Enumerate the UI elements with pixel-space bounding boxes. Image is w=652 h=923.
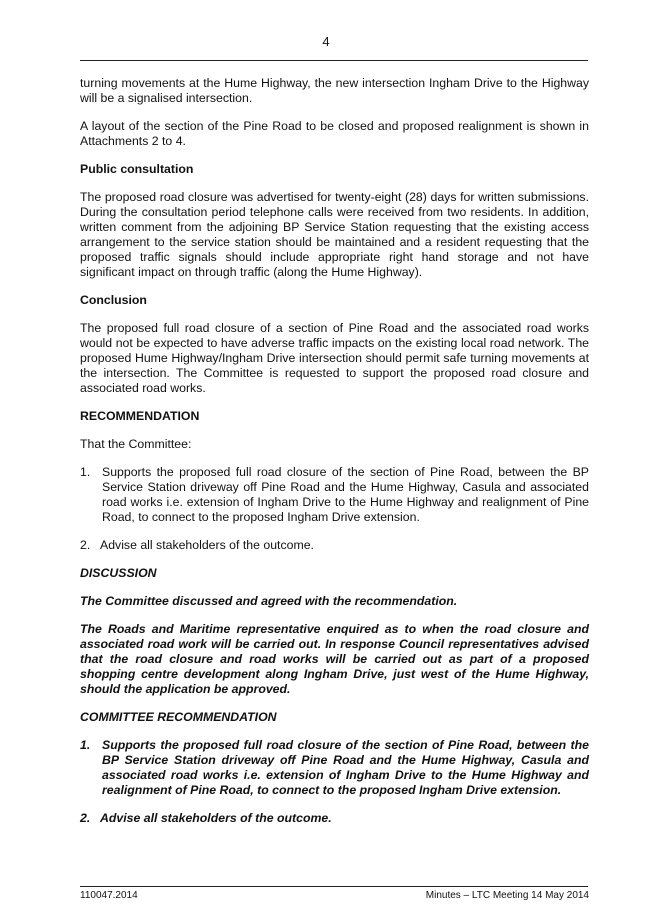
list-item <box>80 465 589 525</box>
footer-divider <box>80 886 588 887</box>
list-item-number: 2. <box>80 811 91 825</box>
footer-document-number: 110047.2014 <box>80 890 138 901</box>
section-heading-conclusion: Conclusion <box>80 293 147 307</box>
list-item-text: Supports the proposed full road closure of the section of Pine Road, between the BP Service Station driveway off Pine Road and the Hume Highway, Casula and associated road works i.e. extension of Ingham Drive to the Hume Highway and realignment of Pine Road, to connect to the proposed Ingham Drive extension. <box>102 738 589 797</box>
section-heading-discussion: DISCUSSION <box>80 566 157 580</box>
list-item <box>80 538 589 553</box>
committee-recommendation-list <box>80 738 589 826</box>
section-heading-public-consultation: Public consultation <box>80 162 194 176</box>
page-number: 4 <box>322 34 330 49</box>
paragraph: The Committee discussed and agreed with the recommendation. <box>80 594 458 608</box>
document-body <box>80 76 589 839</box>
list-item-text: Advise all stakeholders of the outcome. <box>100 538 314 552</box>
section-heading-committee-recommendation: COMMITTEE RECOMMENDATION <box>80 710 277 724</box>
list-item <box>80 738 589 798</box>
paragraph: The proposed full road closure of a section of Pine Road and the associated road works would not be expected to have adverse traffic impacts on the existing local road network. The proposed Hume Highway/Ingham Drive intersection should permit safe turning movements at the intersection. The Committee is requested to support the proposed road closure and associated road works. <box>80 321 589 395</box>
paragraph: A layout of the section of the Pine Road to be closed and proposed realignment is shown in Attachments 2 to 4. <box>80 119 589 148</box>
paragraph: The Roads and Maritime representative enquired as to when the road closure and associated road work will be carried out. In response Council representatives advised that the road closure and road works will be carried out as part of a proposed shopping centre development along Ingham Drive, just west of the Hume Highway, should the application be approved. <box>80 622 589 696</box>
list-item-text: Supports the proposed full road closure of the section of Pine Road, between the BP Service Station driveway off Pine Road and the Hume Highway, Casula and associated road works i.e. extension of Ingham Drive to the Hume Highway and realignment of Pine Road, to connect to the proposed Ingham Drive extension. <box>102 465 589 524</box>
header-divider <box>80 60 588 61</box>
list-item <box>80 811 589 826</box>
list-item-number: 1. <box>80 738 91 752</box>
paragraph: turning movements at the Hume Highway, the new intersection Ingham Drive to the Highway will be a signalised intersection. <box>80 76 589 105</box>
paragraph: That the Committee: <box>80 437 192 451</box>
list-item-number: 1. <box>80 465 91 479</box>
section-heading-recommendation: RECOMMENDATION <box>80 409 200 423</box>
list-item-text: Advise all stakeholders of the outcome. <box>100 811 332 825</box>
recommendation-list <box>80 465 589 553</box>
list-item-number: 2. <box>80 538 91 552</box>
footer-meeting-info: Minutes – LTC Meeting 14 May 2014 <box>425 890 589 901</box>
paragraph: The proposed road closure was advertised for twenty-eight (28) days for written submissions. During the consultation period telephone calls were received from two residents. In addition, written comment from the adjoining BP Service Station requesting that the existing access arrangement to the service station should be maintained and a resident requesting that the proposed traffic signals should include appropriate right hand storage and not have significant impact on through traffic (along the Hume Highway). <box>80 190 589 279</box>
